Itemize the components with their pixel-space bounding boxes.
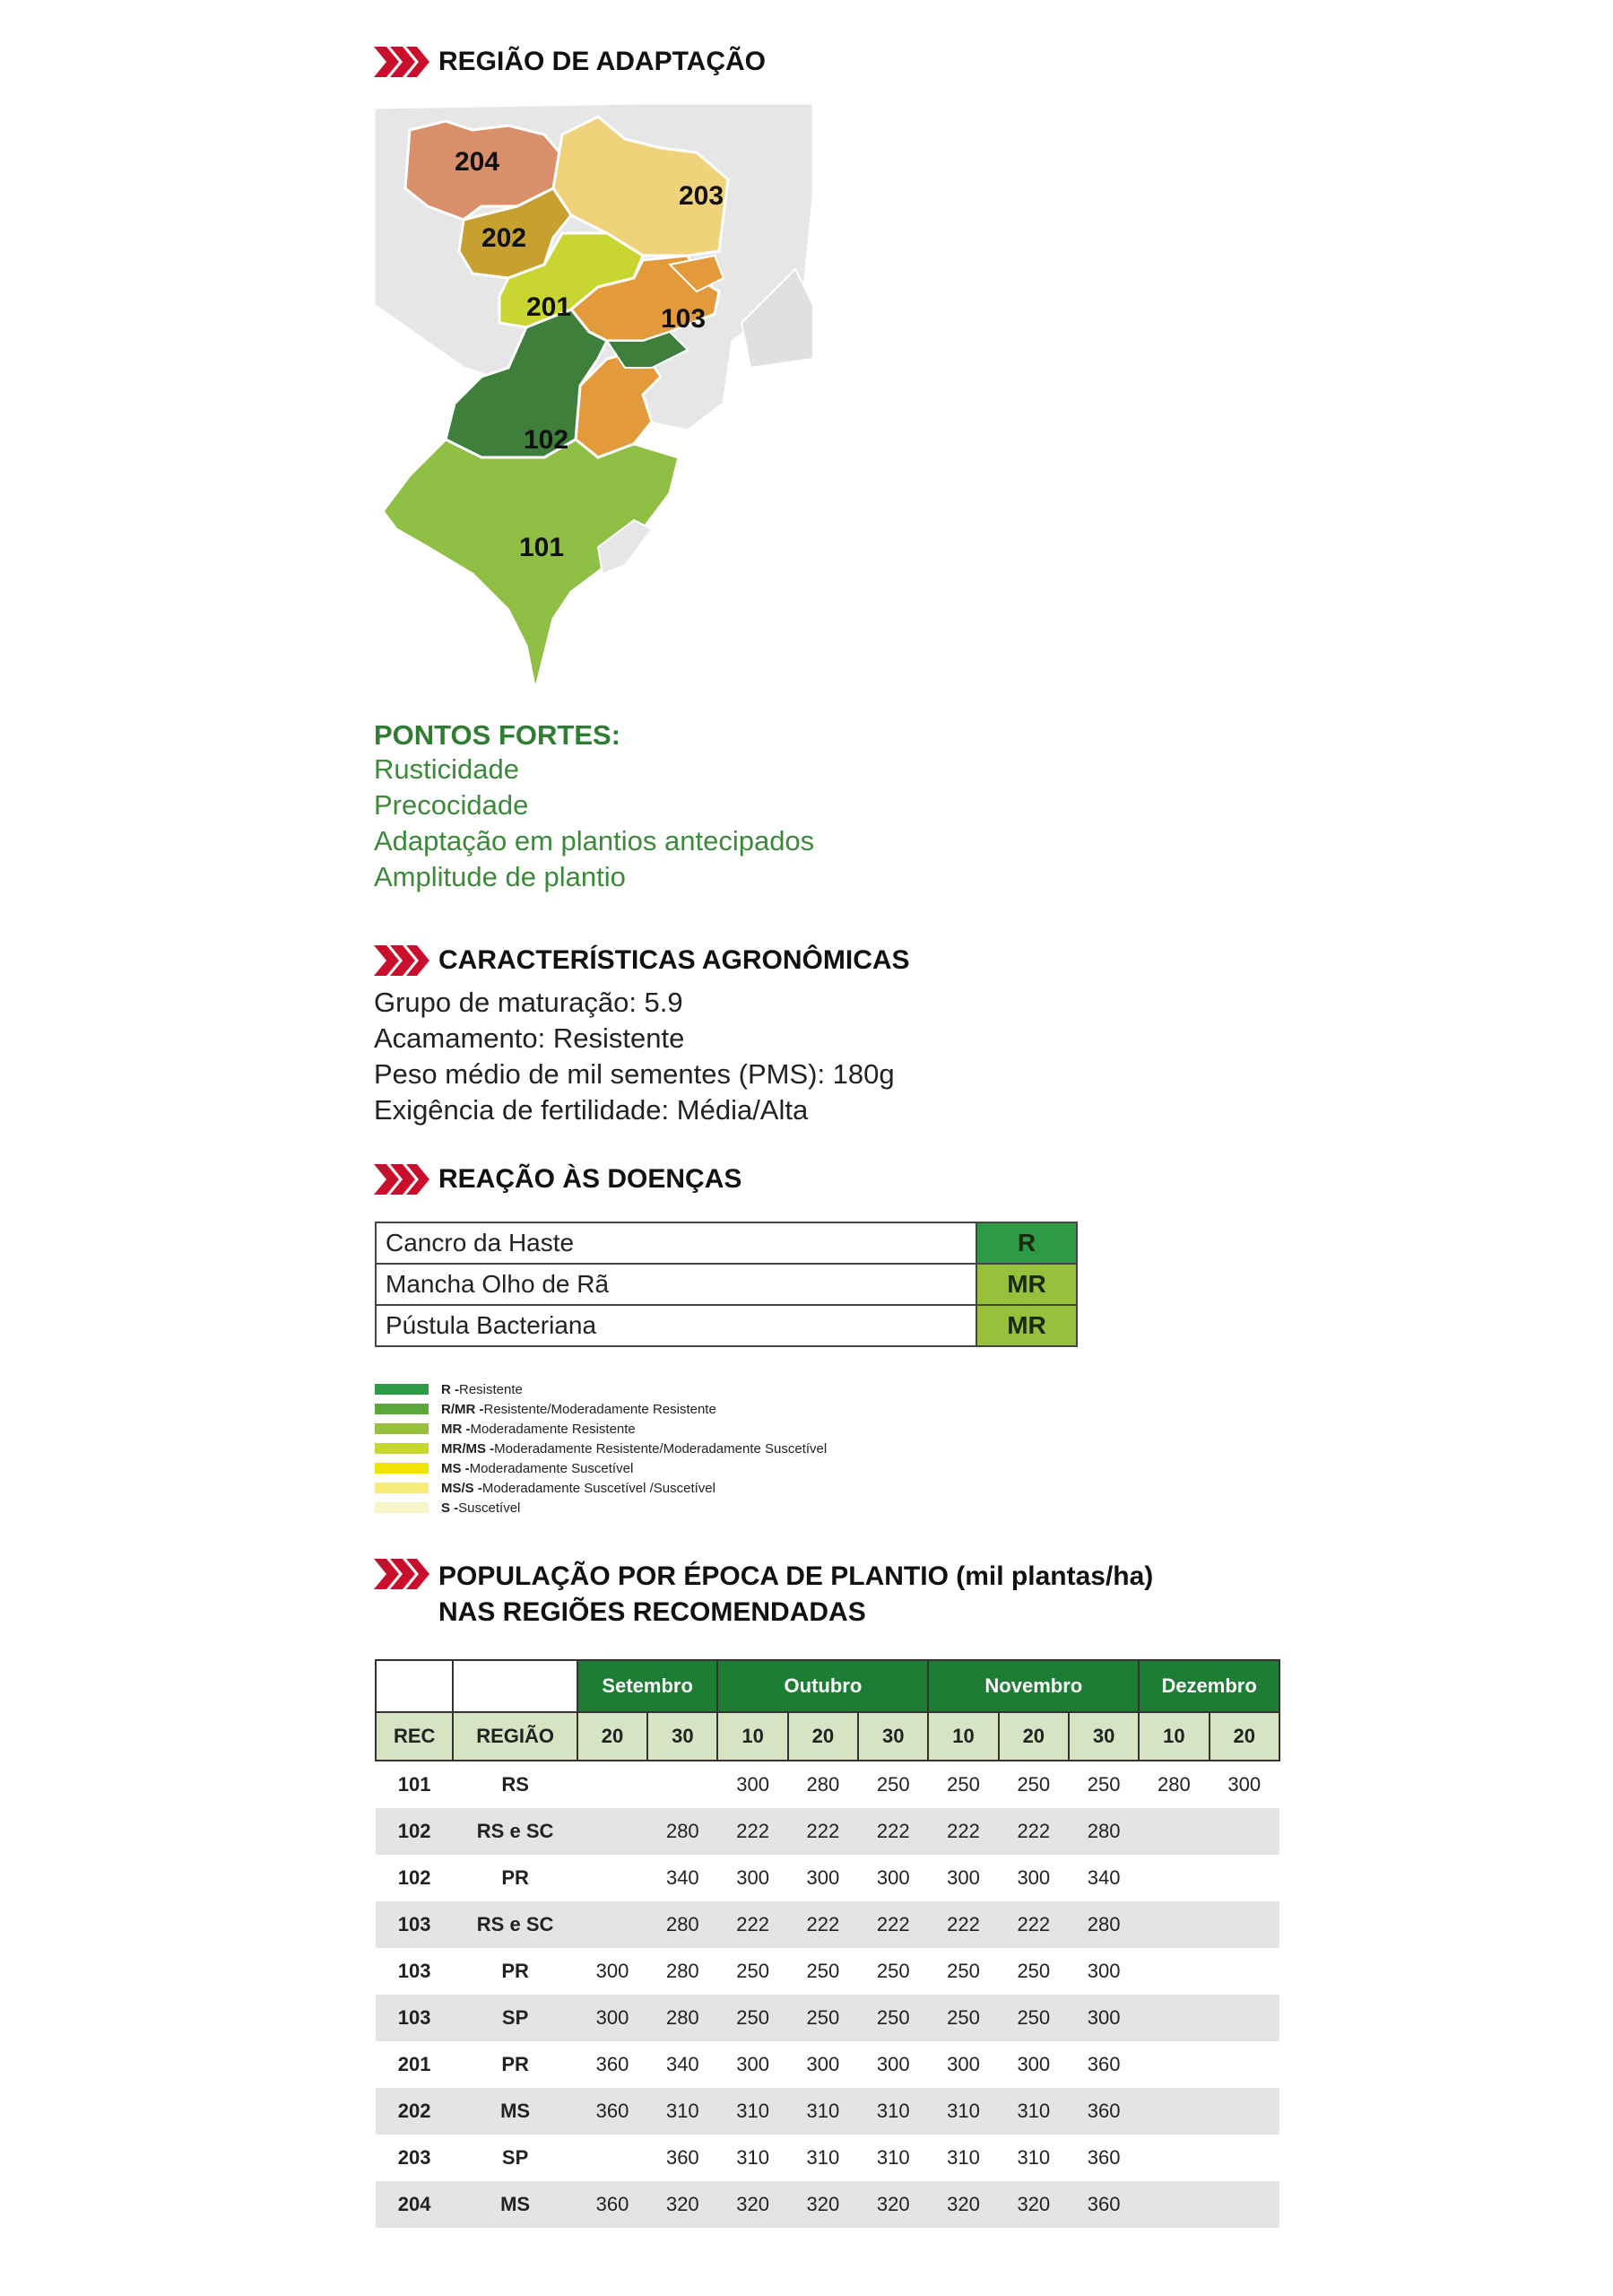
population-value-cell: 250 (788, 1995, 858, 2041)
day-header: 20 (1210, 1712, 1279, 1761)
map-label-102: 102 (523, 425, 569, 455)
rec-cell: 103 (376, 1901, 453, 1948)
agronomic-item: Acamamento: Resistente (374, 1022, 685, 1054)
region-cell: SP (453, 1995, 577, 2041)
population-value-cell: 300 (1087, 1960, 1121, 1982)
population-value-cell: 310 (788, 2088, 858, 2135)
table-row (376, 1761, 1279, 1808)
legend-swatch (375, 1423, 429, 1434)
population-value-cell (1139, 2135, 1209, 2181)
adaptation-region-map (374, 99, 822, 695)
population-value-cell: 320 (928, 2181, 998, 2228)
population-value-cell (1210, 2088, 1279, 2135)
population-value-cell: 250 (876, 1960, 910, 1982)
table-row (376, 2181, 1279, 2228)
population-value-cell (1210, 1995, 1279, 2041)
population-value-cell: 300 (577, 1995, 647, 2041)
population-value-cell: 320 (999, 2181, 1069, 2228)
strength-item: Rusticidade (374, 753, 519, 785)
month-header: Dezembro (1139, 1660, 1279, 1712)
rec-header: REC (376, 1712, 453, 1761)
rec-cell: 201 (397, 2053, 431, 2075)
map-region-101 (383, 439, 679, 691)
population-value-cell: 300 (806, 2053, 840, 2075)
strength-item: Precocidade (374, 789, 529, 821)
population-value-cell: 360 (665, 2146, 699, 2169)
population-value-cell (1139, 2041, 1209, 2088)
population-value-cell: 320 (717, 2181, 787, 2228)
population-value-cell (1210, 1948, 1279, 1995)
day-header: 10 (928, 1712, 998, 1761)
population-title-line2: NAS REGIÕES RECOMENDADAS (438, 1597, 866, 1627)
month-header: Outubro (717, 1660, 928, 1712)
agronomic-item: Grupo de maturação: 5.9 (374, 987, 683, 1018)
map-label-202: 202 (481, 223, 527, 253)
table-row (376, 2041, 1279, 2088)
legend-item: S - Suscetível (375, 1498, 827, 1518)
region-cell: PR (501, 1866, 529, 1889)
map-label-103: 103 (660, 304, 707, 334)
population-value-cell: 222 (858, 1901, 928, 1948)
population-value-cell (1210, 2181, 1279, 2228)
population-value-cell: 300 (947, 1866, 980, 1889)
population-value-cell: 360 (1087, 2053, 1121, 2075)
population-table (375, 1659, 1280, 2228)
agronomic-section-title: CARACTERÍSTICAS AGRONÔMICAS (374, 945, 910, 976)
reaction-legend (375, 1379, 827, 1518)
population-value-cell: 310 (928, 2088, 998, 2135)
population-value-cell: 280 (1069, 1901, 1139, 1948)
population-value-cell (577, 1808, 647, 1855)
disease-reaction: R (976, 1222, 1077, 1264)
table-row (376, 1855, 1279, 1901)
population-value-cell: 310 (717, 2088, 787, 2135)
legend-swatch (375, 1483, 429, 1493)
population-value-cell (577, 1761, 647, 1808)
agronomic-list (374, 985, 895, 1128)
rec-cell: 203 (397, 2146, 431, 2169)
population-value-cell: 250 (928, 1995, 998, 2041)
population-section-title (374, 1559, 1153, 1631)
population-value-cell: 340 (665, 2053, 699, 2075)
population-value-cell: 300 (947, 2053, 980, 2075)
population-value-cell: 222 (717, 1901, 787, 1948)
chevron-arrows-icon (374, 1559, 429, 1589)
disease-name: Mancha Olho de Rã (376, 1264, 976, 1305)
population-value-cell (577, 1901, 647, 1948)
strength-item: Adaptação em plantios antecipados (374, 825, 815, 857)
month-header-row (376, 1660, 1279, 1712)
population-value-cell: 222 (999, 1901, 1069, 1948)
population-value-cell: 300 (736, 1866, 769, 1889)
legend-swatch (375, 1502, 429, 1513)
population-value-cell: 280 (1069, 1808, 1139, 1855)
strengths-title: PONTOS FORTES: (374, 719, 621, 751)
population-value-cell: 300 (1227, 1773, 1262, 1796)
population-value-cell: 310 (1017, 2146, 1051, 2169)
population-value-cell: 300 (876, 2053, 910, 2075)
disease-reaction: MR (976, 1264, 1077, 1305)
population-value-cell: 250 (736, 1960, 769, 1982)
population-value-cell: 360 (577, 2088, 647, 2135)
population-value-cell: 300 (595, 1960, 629, 1982)
population-value-cell: 300 (1069, 1995, 1139, 2041)
table-row (376, 2088, 1279, 2135)
day-header: 20 (788, 1712, 858, 1761)
population-value-cell: 222 (928, 1901, 998, 1948)
population-value-cell: 300 (806, 1866, 840, 1889)
population-value-cell: 250 (1017, 1960, 1051, 1982)
map-label-101: 101 (518, 533, 565, 562)
day-header: 10 (1139, 1712, 1209, 1761)
population-value-cell: 360 (1069, 2088, 1139, 2135)
legend-swatch (375, 1463, 429, 1474)
population-value-cell: 310 (947, 2146, 980, 2169)
disease-name: Cancro da Haste (376, 1222, 976, 1264)
region-section-title: REGIÃO DE ADAPTAÇÃO (374, 47, 766, 77)
table-row (376, 1901, 1279, 1948)
population-value-cell: 300 (1017, 1866, 1051, 1889)
population-value-cell (1210, 2135, 1279, 2181)
population-title-line1: POPULAÇÃO POR ÉPOCA DE PLANTIO (mil plantas/ha) (438, 1561, 1154, 1591)
population-value-cell: 360 (1069, 2181, 1139, 2228)
disease-reaction: MR (976, 1305, 1077, 1346)
population-value-cell: 280 (1158, 1773, 1191, 1796)
population-value-cell: 250 (947, 1960, 980, 1982)
population-value-cell: 222 (999, 1808, 1069, 1855)
disease-name: Pústula Bacteriana (376, 1305, 976, 1346)
chevron-arrows-icon (374, 1164, 429, 1195)
rec-cell: 102 (376, 1808, 453, 1855)
agronomic-item: Peso médio de mil sementes (PMS): 180g (374, 1058, 895, 1090)
population-value-cell: 310 (858, 2088, 928, 2135)
map-label-204: 204 (454, 147, 500, 177)
population-value-cell: 340 (1087, 1866, 1121, 1889)
month-header: Setembro (577, 1660, 718, 1712)
population-value-cell: 320 (858, 2181, 928, 2228)
population-value-cell: 310 (647, 2088, 717, 2135)
map-label-203: 203 (678, 181, 724, 211)
population-value-cell (1139, 1901, 1209, 1948)
month-header: Novembro (928, 1660, 1139, 1712)
population-value-cell (1210, 2041, 1279, 2088)
region-cell: PR (501, 1960, 529, 1982)
region-cell: RS e SC (453, 1808, 577, 1855)
population-value-cell (1210, 1808, 1279, 1855)
table-row (376, 2135, 1279, 2181)
blank-header (376, 1660, 453, 1712)
population-value-cell: 250 (947, 1773, 980, 1796)
population-value-cell: 222 (788, 1808, 858, 1855)
population-value-cell: 360 (1087, 2146, 1121, 2169)
legend-item: R - Resistente (375, 1379, 827, 1399)
map-label-201: 201 (525, 292, 572, 322)
population-value-cell (1139, 2181, 1209, 2228)
population-value-cell: 300 (736, 2053, 769, 2075)
day-header: 30 (647, 1712, 717, 1761)
population-value-cell (1210, 1855, 1279, 1901)
population-value-cell: 250 (876, 1773, 910, 1796)
disease-section-title: REAÇÃO ÀS DOENÇAS (374, 1164, 741, 1195)
legend-item: MS - Moderadamente Suscetível (375, 1458, 827, 1478)
legend-item: R/MR - Resistente/Moderadamente Resistente (375, 1399, 827, 1419)
strengths-block (374, 719, 814, 895)
region-cell: MS (453, 2181, 577, 2228)
population-value-cell: 222 (717, 1808, 787, 1855)
population-value-cell: 280 (647, 1995, 717, 2041)
population-value-cell (1210, 1901, 1279, 1948)
population-value-cell: 280 (647, 1901, 717, 1948)
population-value-cell: 250 (1087, 1773, 1121, 1796)
population-value-cell: 300 (736, 1773, 769, 1796)
disease-row (376, 1264, 1077, 1305)
rec-cell: 204 (376, 2181, 453, 2228)
day-header: 30 (858, 1712, 928, 1761)
population-value-cell: 300 (876, 1866, 910, 1889)
rec-cell: 103 (376, 1995, 453, 2041)
chevron-arrows-icon (374, 945, 429, 976)
population-value-cell: 250 (999, 1995, 1069, 2041)
population-value-cell: 280 (647, 1808, 717, 1855)
population-value-cell: 250 (717, 1995, 787, 2041)
population-value-cell (1139, 2088, 1209, 2135)
population-value-cell: 250 (806, 1960, 840, 1982)
region-cell: SP (501, 2146, 529, 2169)
population-value-cell: 250 (1017, 1773, 1051, 1796)
day-header: 30 (1069, 1712, 1139, 1761)
legend-swatch (375, 1404, 429, 1414)
disease-row (376, 1305, 1077, 1346)
region-cell: MS (453, 2088, 577, 2135)
table-row (376, 1808, 1279, 1855)
legend-swatch (375, 1443, 429, 1454)
strength-item: Amplitude de plantio (374, 861, 626, 892)
population-value-cell (1139, 1948, 1209, 1995)
day-header-row (376, 1712, 1279, 1761)
disease-table (375, 1222, 1078, 1347)
population-value-cell: 310 (999, 2088, 1069, 2135)
day-header: 10 (717, 1712, 787, 1761)
chevron-arrows-icon (374, 47, 429, 77)
population-value-cell: 340 (665, 1866, 699, 1889)
population-value-cell: 320 (788, 2181, 858, 2228)
region-cell: RS (501, 1773, 529, 1796)
population-value-cell: 310 (736, 2146, 769, 2169)
rec-cell: 202 (376, 2088, 453, 2135)
legend-swatch (375, 1384, 429, 1395)
population-value-cell: 300 (1017, 2053, 1051, 2075)
population-value-cell: 310 (806, 2146, 840, 2169)
population-value-cell: 222 (788, 1901, 858, 1948)
day-header: 20 (999, 1712, 1069, 1761)
rec-cell: 101 (397, 1773, 431, 1796)
population-value-cell (1139, 1808, 1209, 1855)
legend-item: MR/MS - Moderadamente Resistente/Moderadamente Suscetível (375, 1439, 827, 1458)
population-value-cell: 310 (876, 2146, 910, 2169)
legend-item: MS/S - Moderadamente Suscetível /Suscetível (375, 1478, 827, 1498)
region-cell: PR (501, 2053, 529, 2075)
population-value-cell: 320 (647, 2181, 717, 2228)
population-value-cell (577, 1855, 647, 1901)
agronomic-item: Exigência de fertilidade: Média/Alta (374, 1094, 809, 1126)
population-value-cell: 222 (858, 1808, 928, 1855)
population-value-cell: 280 (806, 1773, 840, 1796)
population-value-cell: 360 (577, 2181, 647, 2228)
day-header: 20 (577, 1712, 647, 1761)
table-row (376, 1948, 1279, 1995)
population-value-cell (647, 1761, 717, 1808)
population-value-cell (1139, 1995, 1209, 2041)
rec-cell: 102 (397, 1866, 431, 1889)
disease-row (376, 1222, 1077, 1264)
region-header: REGIÃO (453, 1712, 577, 1761)
population-value-cell (1139, 1855, 1209, 1901)
blank-header (453, 1660, 577, 1712)
rec-cell: 103 (397, 1960, 431, 1982)
population-value-cell: 250 (858, 1995, 928, 2041)
population-value-cell (577, 2135, 647, 2181)
legend-item: MR - Moderadamente Resistente (375, 1419, 827, 1439)
population-value-cell: 280 (665, 1960, 699, 1982)
table-row (376, 1995, 1279, 2041)
region-cell: RS e SC (453, 1901, 577, 1948)
population-value-cell: 222 (928, 1808, 998, 1855)
population-value-cell: 360 (595, 2053, 629, 2075)
